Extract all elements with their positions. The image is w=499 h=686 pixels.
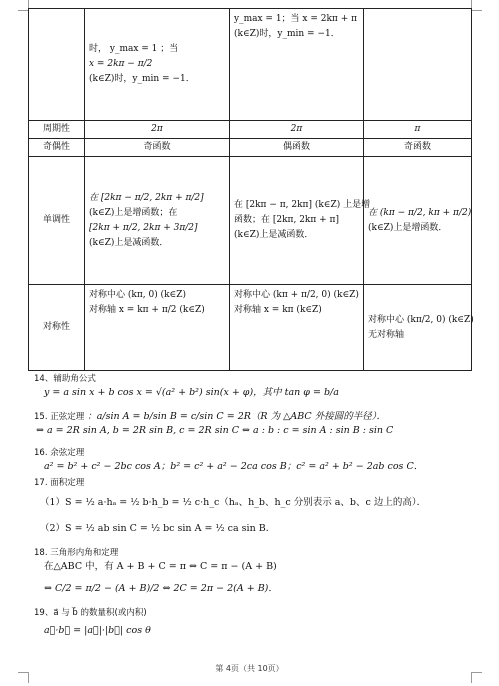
row-label-parity: 奇偶性	[29, 139, 85, 157]
cell-cos-parity: 偶函数	[230, 139, 364, 157]
cell-tan-symmetry	[364, 285, 472, 371]
formula: ：a/sin A = b/sin B = c/sin C = 2R（R 为 △ABC 外接圆的半径）．	[87, 411, 386, 422]
table-row-period	[29, 121, 472, 139]
cell-sin-extrema	[85, 9, 230, 121]
cell-sin-monotonicity	[85, 157, 230, 285]
row-label-monotonicity: 单调性	[29, 157, 85, 285]
row-label-symmetry: 对称性	[29, 285, 85, 371]
text-line: 对称轴 x = kπ (k∈Z)	[234, 305, 322, 315]
text-line: (k∈Z)上是减函数．	[234, 230, 314, 240]
table-row-symmetry	[29, 285, 472, 371]
text-line: 对称轴 x = kπ + π/2 (k∈Z)	[89, 305, 205, 315]
cell-tan-extrema	[364, 9, 472, 121]
cell-sin-symmetry	[85, 285, 230, 371]
section-16	[34, 446, 423, 474]
text-line: 对称中心 (kπ + π/2, 0) (k∈Z)	[234, 290, 359, 300]
section-19	[34, 606, 151, 638]
text-line: 无对称轴	[368, 329, 405, 340]
cell-sin-parity: 奇函数	[85, 139, 230, 157]
text-line: (k∈Z)时，y_min = −1．	[234, 29, 340, 39]
cell-cos-period: 2π	[230, 121, 364, 139]
text-line: 对称中心 (kπ/2, 0) (k∈Z)	[368, 314, 474, 325]
formula: （1）S = ½ a·hₐ = ½ b·h_b = ½ c·h_c（hₐ、h_b、h_c 分别表示 a、b、c 边上的高）．	[40, 497, 427, 508]
row-label-period: 周期性	[29, 121, 85, 139]
formula: a⃗·b⃗ = |a⃗|·|b⃗| cos θ	[44, 625, 151, 636]
cell-tan-monotonicity	[364, 157, 472, 285]
cell-cos-extrema	[230, 9, 364, 121]
formula-line: [2kπ + π/2, 2kπ + 3π/2]	[89, 222, 198, 233]
section-17	[34, 476, 426, 536]
text-line: y_max = 1；当 x = 2kπ + π	[234, 14, 358, 24]
section-15	[34, 410, 393, 438]
crop-mark-top-right	[471, 0, 482, 11]
text-line: (k∈Z)上是增函数；在	[89, 207, 178, 218]
cell-tan-parity: 奇函数	[364, 139, 472, 157]
section-title: 18. 三角形内角和定理	[34, 548, 119, 558]
section-title: 16. 余弦定理	[34, 448, 85, 458]
formula: ⇔ a = 2R sin A, b = 2R sin B, c = 2R sin C ⇔ a : b : c = sin A : sin B : sin C	[36, 425, 394, 436]
table-row-extrema	[29, 9, 472, 121]
formula: y = a sin x + b cos x = √(a² + b²) sin(x + φ)，其中 tan φ = b/a	[44, 387, 339, 398]
formula-line: 在 (kπ − π/2, kπ + π/2)	[368, 207, 472, 218]
text-line: 对称中心 (kπ, 0) (k∈Z)	[89, 290, 186, 300]
table-row-monotonicity	[29, 157, 472, 285]
table-row-parity	[29, 139, 472, 157]
section-title: 19、a⃗ 与 b⃗ 的数量积(或内积)	[34, 608, 147, 618]
page-footer: 第 4页（共 10页）	[215, 664, 284, 673]
formula-line: 在 [2kπ − π/2, 2kπ + π/2]	[89, 192, 204, 203]
formula: ⇔ C/2 = π/2 − (A + B)/2 ⇔ 2C = 2π − 2(A + B)．	[44, 583, 278, 594]
section-18	[34, 546, 278, 596]
text-line: (k∈Z)时，y_min = −1．	[89, 74, 195, 84]
section-title: 15. 正弦定理	[34, 412, 85, 422]
cell-cos-monotonicity	[230, 157, 371, 285]
trig-properties-table	[28, 8, 472, 371]
formula: 在△ABC 中，有 A + B + C = π ⇔ C = π − (A + B)	[44, 561, 277, 572]
section-14	[34, 372, 339, 400]
formula-line: x = 2kπ − π/2	[89, 59, 153, 69]
table-cell-empty	[29, 9, 85, 121]
cell-tan-period: π	[364, 121, 472, 139]
section-title: 17. 面积定理	[34, 478, 85, 488]
text-line: 函数；在 [2kπ, 2kπ + π]	[234, 215, 339, 225]
cell-cos-symmetry	[230, 285, 364, 371]
text-line: 时， y_max = 1 ；当	[89, 44, 179, 54]
formula: a² = b² + c² − 2bc cos A；b² = c² + a² − 2ca cos B；c² = a² + b² − 2ab cos C．	[44, 461, 424, 472]
cell-sin-period: 2π	[85, 121, 230, 139]
text-line: 在 [2kπ − π, 2kπ] (k∈Z) 上是增	[234, 200, 371, 210]
text-line: (k∈Z)上是减函数．	[89, 237, 169, 248]
formula: （2）S = ½ ab sin C = ½ bc sin A = ½ ca sin B．	[40, 523, 276, 534]
section-title: 14、辅助角公式	[34, 374, 96, 384]
text-line: (k∈Z)上是增函数．	[368, 222, 448, 233]
